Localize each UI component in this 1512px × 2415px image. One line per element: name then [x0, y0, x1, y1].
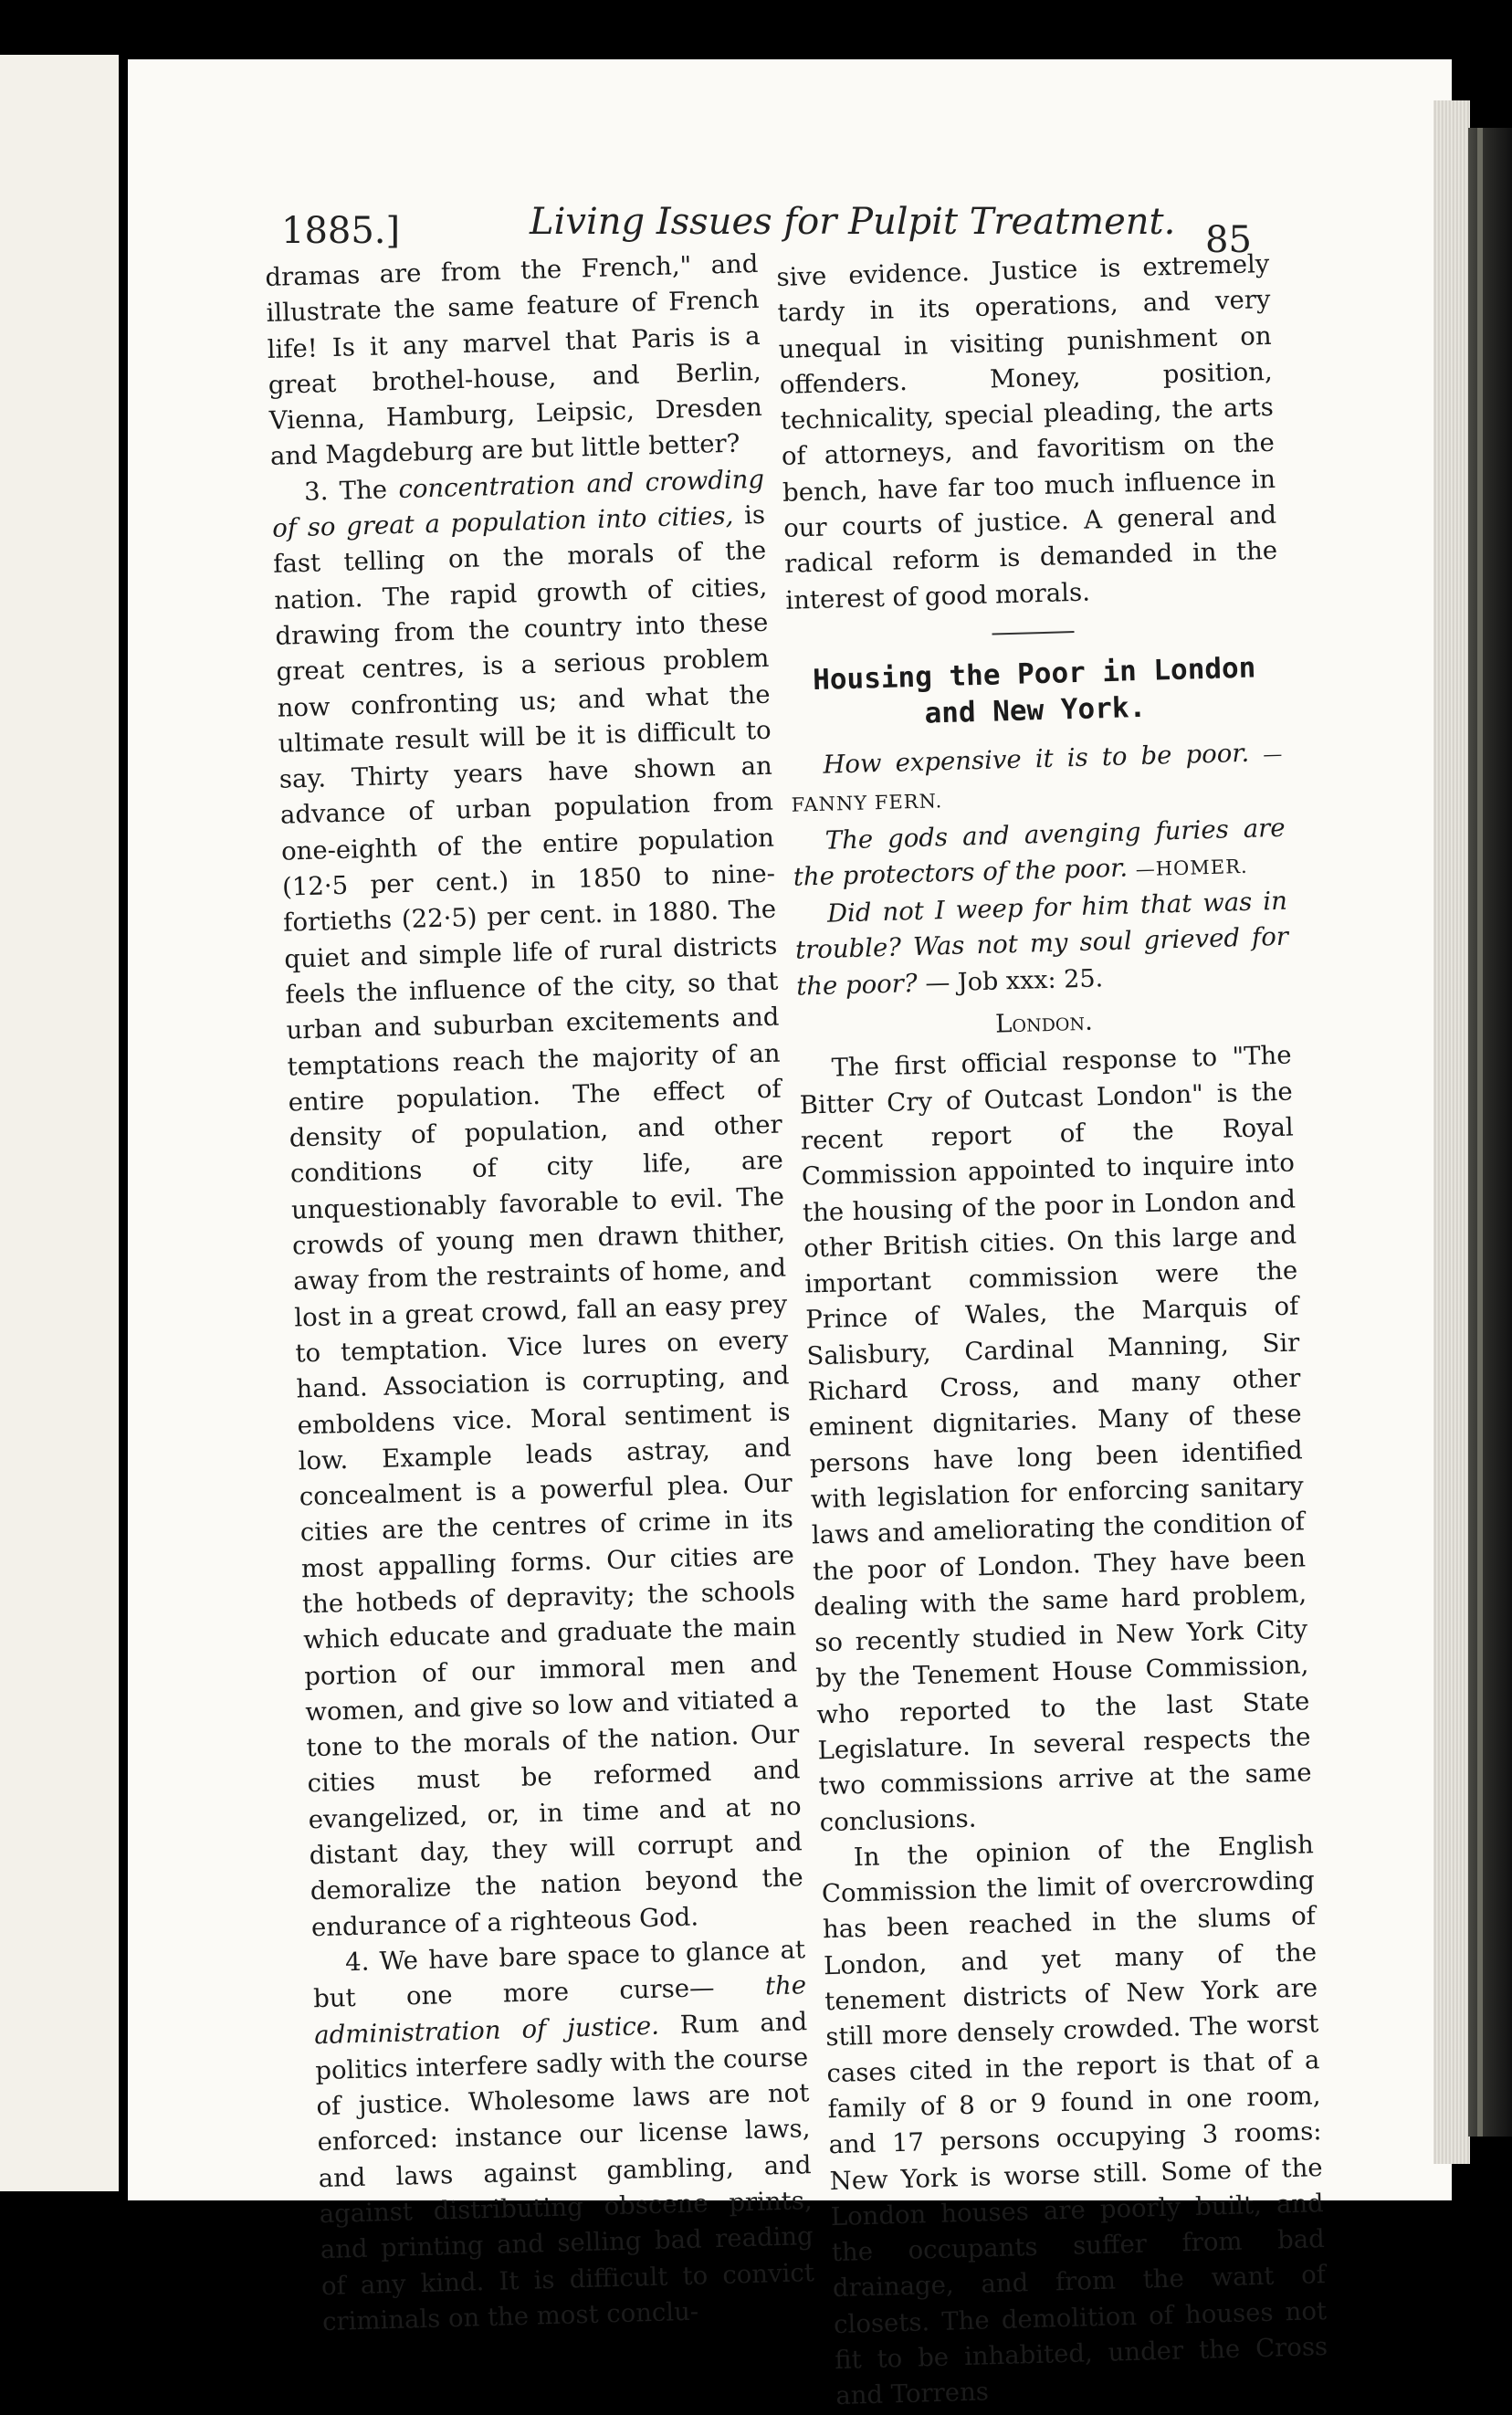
paragraph-lead: The — [339, 475, 388, 506]
paragraph: In the opinion of the English Commission the limit of overcrowding has been reached in the slums of London, and yet many of the tenement districts of New York are still more densely crowded. The worst cases cited in the report is that of a family of 8 or 9 found in one room, and 17 persons occupying 3 rooms: New York is worse still. Some of the London houses are poorly built, and the occupants suffer from bad drainage, and from the want of closets. The demolition of houses not fit to be inhabited, under the Cross and Torrens — [821, 1830, 1328, 2411]
epigraph-text: Did not I weep for him that was in trouble? Was not my soul grieved for the poor? — [794, 886, 1289, 1002]
left-column — [265, 247, 815, 2340]
paragraph-number: 4. — [344, 1947, 370, 1978]
section-divider — [992, 631, 1074, 635]
paragraph-4 — [312, 1932, 816, 2340]
page-number: 85 — [1205, 219, 1252, 261]
paragraph-number: 3. — [303, 476, 329, 507]
header-title: Living Issues for Pulpit Treatment. — [530, 201, 1176, 243]
paragraph: The first official response to "The Bitter Cry of Outcast London" is the recent report of the Royal Commission appointed to inquire into the housing of the poor in London and other British cities. On this large and important commission were the Prince of Wales, the Marquis of Salisbury, Cardinal Manning, Sir Richard Cross, and many other eminent dignitaries. Many of these persons have long been identified with legislation for enforcing sanitary laws and ameliorating the condition of the poor of London. They have been dealing with the same hard problem, so recently studied in New York City by the Tenement House Commission, who reported to the last State Legislature. In several respects the two commissions arrive at the same conclusions. — [799, 1040, 1312, 1837]
epigraph-attribution: —HOMER. — [1135, 855, 1248, 881]
paragraph: sive evidence. Justice is extremely tardy in its operations, and very unequal in visiting punishment on offenders. Money, position, technicality, special pleading, the arts of attorneys, and favoritism on the bench, have far too much influence in our courts of justice. A general and radical reform is demanded in the interest of good morals. — [776, 248, 1278, 615]
epigraph-attribution: —FANNY FERN. — [791, 742, 1284, 817]
emphasis: the administration of justice. — [313, 1970, 807, 2050]
spine-line — [1477, 128, 1483, 2137]
header-year: 1885.] — [281, 210, 401, 252]
emphasis: concentration and crowding of so great a population into cities, — [271, 464, 765, 543]
paragraph: dramas are from the French," and illustrate the same feature of French life! Is it any marvel that Paris is a great brothel-house, and Berlin, Vienna, Hamburg, Leipsic, Dresden and Magdeburg are but little better? — [265, 248, 763, 472]
facing-page-edge — [0, 55, 119, 2191]
epigraph-attribution: — Job xxx: 25. — [924, 964, 1104, 998]
epigraph — [793, 884, 1289, 1005]
section-title: Housing the Poor in London and New York. — [812, 651, 1256, 730]
epigraph-text: How expensive it is to be poor. — [823, 738, 1250, 780]
right-column — [776, 247, 1329, 2415]
epigraph — [792, 810, 1286, 898]
epigraph — [790, 735, 1285, 824]
epigraph-text: The gods and avenging furies are the protectors of the poor. — [793, 813, 1286, 892]
running-head — [128, 164, 1452, 261]
paragraph-3 — [271, 462, 805, 1947]
paragraph-body: is fast telling on the morals of the nation. The rapid growth of cities, drawing from the country into these great centres, is a serious problem now confronting us; and what the ultimate result will be it is difficult to say. Thirty years have shown an advance of urban population from one-eighth of the entire population (12·5 per cent.) in 1850 to nine-fortieths (22·5) per cent. in 1880. The quiet and simple life of rural districts feels the influence of the city, so that urban and suburban excitements and temptations reach the majority of an entire population. The effect of density of population, and other conditions of city life, are unquestionably favorable to evil. The crowds of young men drawn thither, away from the restraints of home, and lost in a great crowd, fall an easy prey to temptation. Vice lures on every hand. Association is corrupting, and emboldens vice. Moral sentiment is low. Example leads astray, and concealment is a powerful plea. Our cities are the centres of crime in its most appalling forms. Our cities are the hotbeds of depravity; the schools which educate and graduate the main portion of our immoral men and women, and give so low and vitiated a tone to the morals of the nation. Our cities must be reformed and evangelized, or, in time and at no distant day, they will corrupt and demoralize the nation beyond the endurance of a righteous God. — [272, 499, 804, 1942]
paragraph-body: Rum and politics interfere sadly with the course of justice. Wholesome laws are not enforced: instance our license laws, and laws against gambling, and against distributing obscene prints, and printing and selling bad reading of any kind. It is difficult to convict criminals on the most conclu- — [314, 2006, 815, 2337]
subheading: London. — [994, 1006, 1094, 1039]
page-stack-edge — [1433, 100, 1470, 2164]
paragraph-lead: We have bare space to glance at but one more curse— — [312, 1935, 806, 2014]
book-binding — [1468, 128, 1512, 2137]
